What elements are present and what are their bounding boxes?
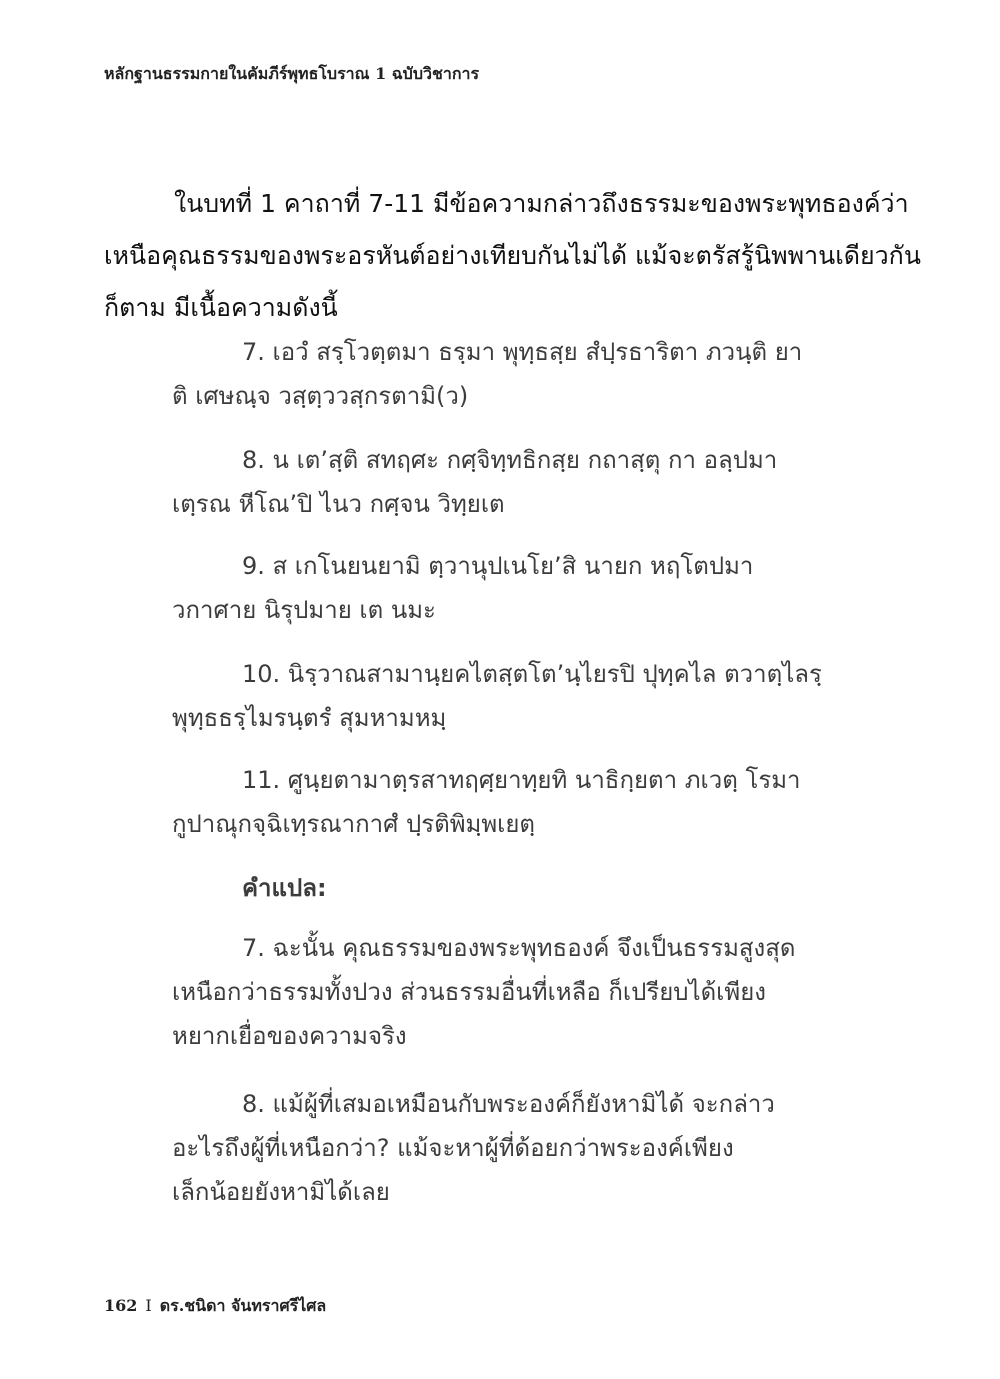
verse-line: เตฺรณ หีโณ’ปิ ไนว กศฺจน วิทฺยเต [172, 490, 505, 518]
translation-line: เหนือกว่าธรรมทั้งปวง ส่วนธรรมอื่นที่เหลือ ก็เปรียบได้เพียง [172, 978, 766, 1006]
verse-line: ติ เศษณฺจ วสฺตฺววสฺกรตามิ(ว) [172, 382, 469, 410]
author-name: ดร.ชนิดา จันทราศรีไศล [159, 1296, 327, 1315]
running-header: หลักฐานธรรมกายในคัมภีร์พุทธโบราณ 1 ฉบับวิชาการ [104, 64, 480, 83]
translation-line: อะไรถึงผู้ที่เหนือกว่า? แม้จะหาผู้ที่ด้อยกว่าพระองค์เพียง [172, 1134, 734, 1162]
footer-separator: I [145, 1296, 152, 1315]
verse-line: 10. นิรฺวาณสามานฺยคไตสฺตโต’นฺไยรปิ ปุทฺคไล ตวาตฺไลรฺ [242, 660, 822, 688]
translation-8 [172, 1082, 796, 1214]
translation-heading: คำแปล: [242, 874, 327, 902]
translation-line: หยากเยื่อของความจริง [172, 1022, 407, 1050]
page-footer [104, 1294, 326, 1319]
intro-line: ก็ตาม มีเนื้อความดังนี้ [104, 293, 338, 322]
verse-line: 8. น เต’สฺติ สทฤศะ กศฺจิทฺทธิกสฺย กถาสฺตุ กา อลฺปมา [242, 446, 778, 474]
verse-line: 7. เอวํ สรฺโวตฺตมา ธรฺมา พุทฺธสฺย สํปฺรธาริตา ภวนฺติ ยา [242, 338, 803, 366]
intro-line: เหนือคุณธรรมของพระอรหันต์อย่างเทียบกันไม่ได้ แม้จะตรัสรู้นิพพานเดียวกัน [104, 241, 921, 270]
intro-paragraph [104, 178, 921, 334]
verse-line: พุทฺธธรฺไมรนฺตรํ สุมหามหมฺ [172, 704, 447, 732]
intro-line: ในบทที่ 1 คาถาที่ 7-11 มีข้อความกล่าวถึงธรรมะของพระพุทธองค์ว่า [174, 189, 909, 218]
translation-line: 7. ฉะนั้น คุณธรรมของพระพุทธองค์ จึงเป็นธรรมสูงสุด [242, 934, 796, 962]
verse-10 [172, 652, 822, 740]
verse-line: กูปาณุกจฺฉิเทฺรณากาศํ ปฺรติพิมฺพเยตฺ [172, 810, 535, 838]
verse-11 [172, 758, 801, 846]
verse-7 [172, 330, 803, 418]
translation-line: เล็กน้อยยังหามิได้เลย [172, 1178, 390, 1206]
verse-line: 9. ส เกโนยนยามิ ตฺวานุปเนโย’สิ นายก หฤโตปมา [242, 552, 754, 580]
verse-9 [172, 544, 796, 632]
verse-8 [172, 438, 796, 526]
verse-line: 11. ศูนฺยตามาตฺรสาทฤศฺยาทฺยทิ นาธิกฺยตา ภเวตฺ โรมา [242, 766, 801, 794]
translation-7 [172, 926, 796, 1058]
page-number: 162 [104, 1296, 138, 1315]
verse-line: วกาศาย นิรุปมาย เต นมะ [172, 596, 436, 624]
translation-line: 8. แม้ผู้ที่เสมอเหมือนกับพระองค์ก็ยังหามิได้ จะกล่าว [242, 1090, 775, 1118]
